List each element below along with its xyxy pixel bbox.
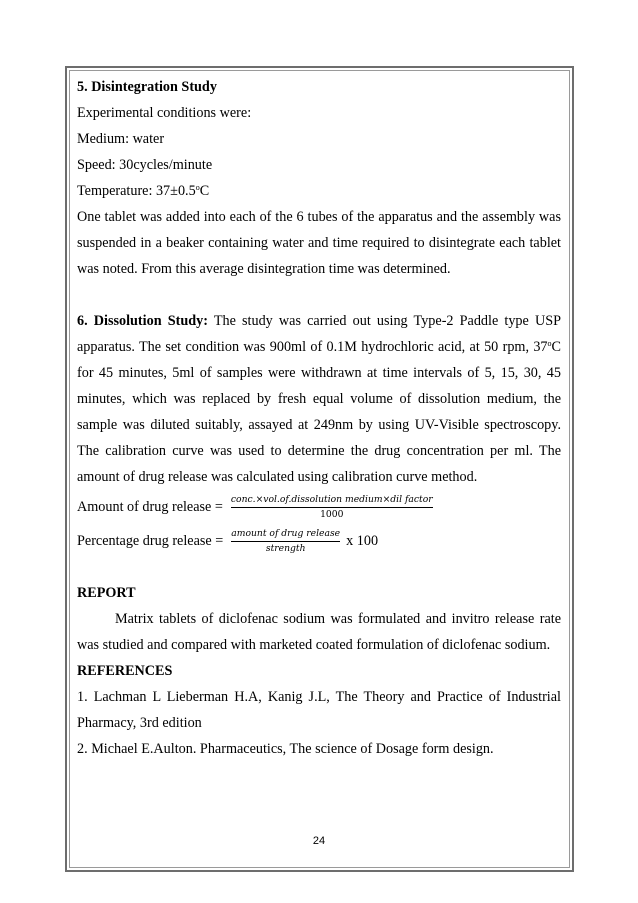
temperature-line: Temperature: $37\pm 0.5^oC$ (77, 183, 210, 199)
formula-percentage-release: Percentage drug release = $\frac{\text{amount of drug release}}{\text{strength}}$ x 100 (77, 527, 379, 554)
disintegration-heading: 5. Disintegration Study (77, 79, 217, 95)
report-heading: REPORT (77, 585, 136, 601)
dissolution-heading: 6. Dissolution Study: (77, 313, 208, 329)
formula-amount-release: Amount of drug release = $\frac{\text{conc.×vol.of.dissolution medium×dil factor}}{1000}$ (77, 493, 433, 520)
fraction-percentage: $\frac{\text{amount of drug release}}{\text{strength}}$ (231, 527, 341, 554)
disintegration-body: One tablet was added into each of the 6 tubes of the apparatus and the assembly was suspended in a beaker containing water and time required to disintegrate each tablet was noted. From this average disintegration time was determined. (77, 209, 561, 277)
fraction-amount: $\frac{\text{conc.×vol.of.dissolution medium×dil factor}}{1000}$ (230, 493, 433, 520)
page-content (77, 74, 561, 762)
speed-line: Speed: 30cycles/minute (77, 157, 213, 173)
reference-item: 2. Michael E.Aulton. Pharmaceutics, The science of Dosage form design. (77, 741, 494, 757)
medium-line: Medium: water (77, 131, 165, 147)
reference-item: 1. Lachman L Lieberman H.A, Kanig J.L, The Theory and Practice of Industrial Pharmacy, 3rd edition (77, 689, 561, 731)
dissolution-paragraph: 6. Dissolution Study: The study was carried out using Type-2 Paddle type USP apparatus. The set condition was 900ml of 0.1M hydrochloric acid, at 50 rpm, 37$^o$C for 45 minutes, 5ml of samples were withdrawn at time intervals of 5, 15, 30, 45 minutes, which was replaced by fresh equal volume of dissolution medium, the sample was diluted suitably, assayed at 249nm by using UV-Visible spectroscopy. The calibration curve was used to determine the drug concentration per ml. The amount of drug release was calculated using calibration curve method. (77, 313, 561, 485)
references-heading: REFERENCES (77, 663, 173, 679)
report-body: Matrix tablets of diclofenac sodium was formulated and invitro release rate was studied and compared with marketed coated formulation of diclofenac sodium. (77, 611, 561, 653)
conditions-line: Experimental conditions were: (77, 105, 252, 121)
page-number: 24 (312, 835, 326, 847)
